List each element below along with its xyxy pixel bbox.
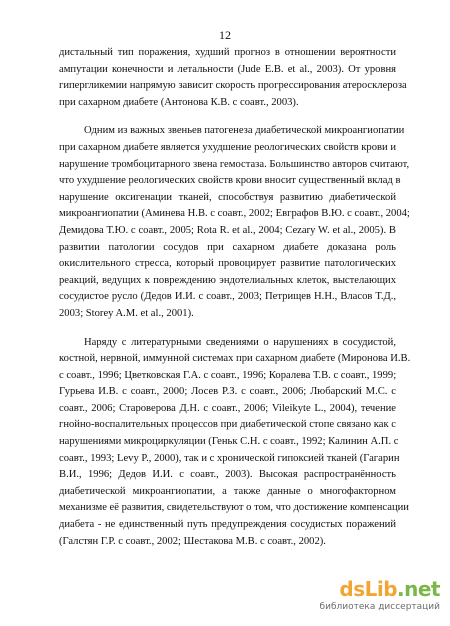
text-line: диабетической микроангиопатии, а также данные о многофакторном (59, 485, 396, 497)
text-line: Гурьева И.В. с соавт., 2000; Лосев Р.З. с соавт., 2006; Любарский М.С. с (59, 386, 396, 398)
text-line: В.И., 1996; Дедов И.И. с соавт., 2003). Высокая распространённость (59, 469, 396, 481)
paragraph-1 (59, 45, 407, 111)
paragraph-3 (59, 335, 411, 551)
text-line: при сахарном диабете является ухудшение реологических свойств крови и (59, 141, 396, 153)
text-line: при сахарном диабете (Антонова К.В. с соавт., 2003). (59, 96, 299, 108)
text-line: ампутации конечности и летальности (Jude E.B. et al., 2003). От уровня (59, 63, 396, 75)
text-line: 2003; Storey A.M. et al., 2001). (59, 307, 194, 319)
text-line: развитии патологии сосудов при сахарном диабете доказана роль (59, 241, 396, 253)
text-line: механизме её развития, свидетельствуют о том, что достижение компенсации (59, 502, 409, 514)
text-line: соавт., 1993; Levy P., 2000), так и с хронической гипоксией тканей (Гагарин (59, 452, 400, 464)
text-line: дистальный тип поражения, худший прогноз в отношении вероятности (59, 47, 396, 58)
text-line: что ухудшение реологических свойств крови вносит существенный вклад в (59, 175, 401, 187)
paragraph-2 (59, 123, 410, 322)
text-line: реакций, ведущих к повреждению эндотелиальных клеток, выстелающих (59, 274, 396, 286)
text-line: нарушение тромбоцитарного звена гемостаза. Большинство авторов считают, (59, 158, 410, 170)
text-line: диабета - не единственный путь предупреждения сосудистых поражений (59, 519, 396, 531)
watermark-subtitle: библиотека диссертаций (319, 602, 440, 612)
page-number: 12 (219, 28, 231, 42)
text-line: гнойно-воспалительных процессов при диабетической стопе связано как с (59, 419, 396, 431)
text-line: нарушениями микроциркуляции (Геньк С.Н. с соавт., 1992; Калинин А.П. с (59, 436, 399, 448)
document-body (59, 45, 411, 550)
text-line: Наряду с литературными сведениями о нарушениях в сосудистой, (84, 336, 396, 348)
text-line: Демидова Т.Ю. с соавт., 2005; Rota R. et al., 2004; Cezary W. et al., 2005). В (59, 224, 396, 236)
logo-main-text: dsLib (339, 577, 398, 601)
text-line: соавт., 2006; Староверова Д.Н. с соавт., 2006; Vileikyte L., 2004), течение (59, 402, 396, 414)
text-line: Одним из важных звеньев патогенеза диабетической микроангиопатии (84, 125, 405, 137)
text-line: нарушение оксигенации тканей, способствуя развитию диабетической (59, 191, 396, 203)
text-line: гипергликемии напрямую зависит скорость прогрессирования атеросклероза (59, 80, 407, 92)
dslib-watermark (315, 578, 440, 618)
text-line: с соавт., 1996; Цветковская Г.А. с соавт., 1996; Коралева Т.В. с соавт., 1999; (59, 369, 397, 381)
text-line: окислительного стресса, который провоцирует развитие патологических (59, 258, 396, 270)
logo-tld-text: .net (397, 577, 440, 601)
text-line: (Галстян Г.Р. с соавт., 2002; Шестакова М.В. с соавт., 2002). (59, 535, 326, 547)
dslib-logo (339, 578, 440, 600)
text-line: микроангиопатии (Аминева Н.В. с соавт., 2002; Евграфов В.Ю. с соавт., 2004; (59, 208, 410, 220)
text-line: костной, нервной, иммунной системах при сахарном диабете (Миронова И.В. (59, 353, 411, 365)
text-line: сосудистое русло (Дедов И.И. с соавт., 2003; Петрищев Н.Н., Власов Т.Д., (59, 291, 396, 303)
